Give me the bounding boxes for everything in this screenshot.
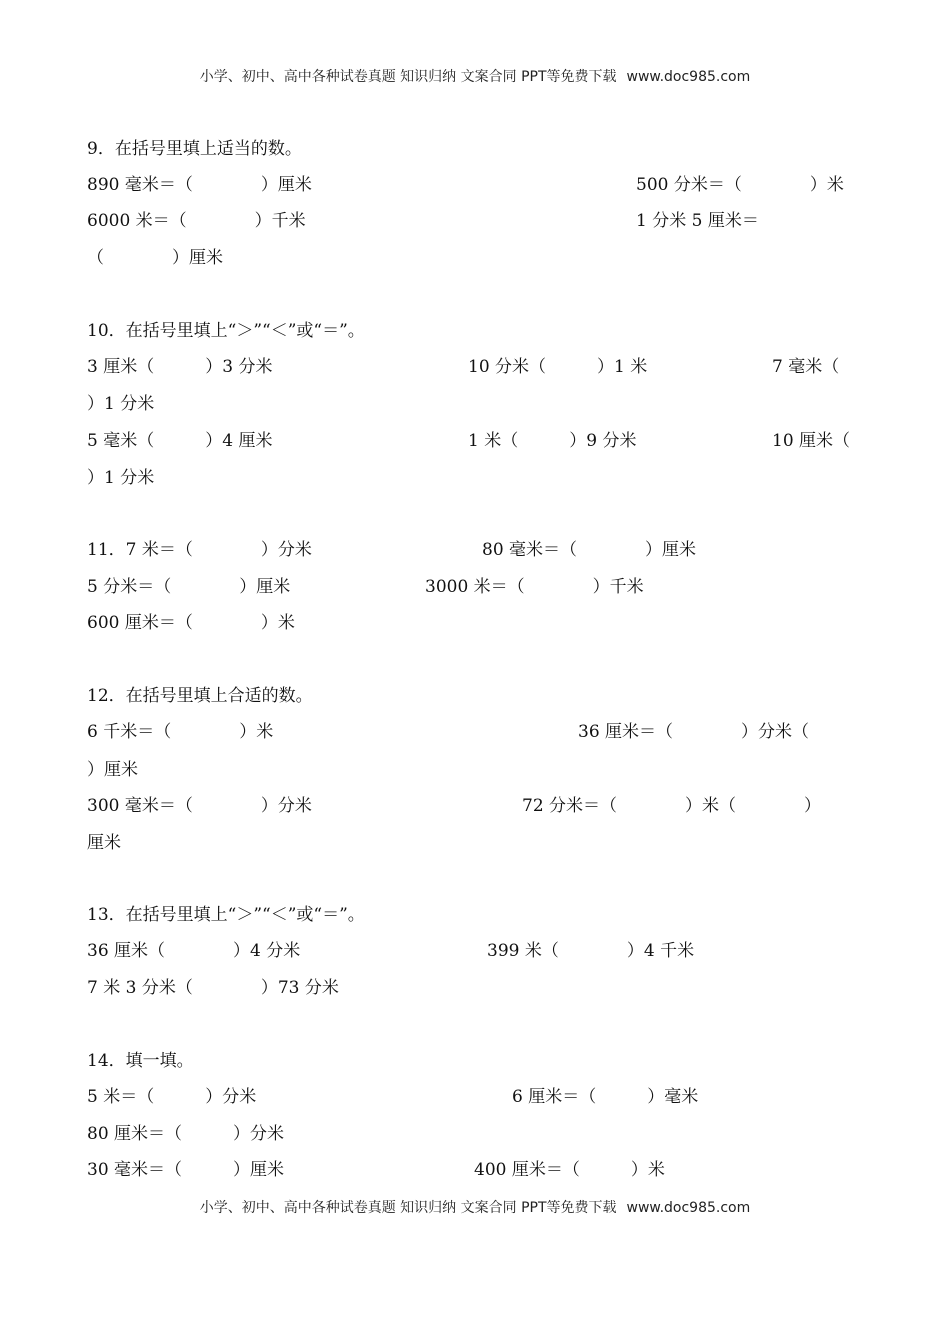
q14-item-1: 5 米＝（ ）分米	[87, 1087, 257, 1107]
q9-item-5: （ ）厘米	[87, 248, 223, 268]
q12-item-1: 6 千米＝（ ）米	[87, 722, 274, 742]
q11-item-1: 11．7 米＝（ ）分米	[87, 540, 312, 560]
q12-item-2a: 36 厘米＝（ ）分米（	[578, 722, 810, 742]
q12-item-2b: ）厘米	[87, 760, 138, 780]
page-header	[0, 66, 950, 86]
q10-item-4: 5 毫米（ ）4 厘米	[87, 431, 273, 451]
q11-item-5: 600 厘米＝（ ）米	[87, 613, 295, 633]
header-text: 小学、初中、高中各种试卷真题 知识归纳 文案合同 PPT等免费下载	[199, 69, 617, 85]
q10-item-3b: ）1 分米	[87, 394, 155, 414]
q10-item-6a: 10 厘米（	[772, 431, 851, 451]
q14-item-5: 400 厘米＝（ ）米	[474, 1160, 665, 1180]
q11-item-4: 3000 米＝（ ）千米	[425, 577, 644, 597]
footer-text: 小学、初中、高中各种试卷真题 知识归纳 文案合同 PPT等免费下载	[199, 1200, 617, 1216]
q9-item-1: 890 毫米＝（ ）厘米	[87, 175, 312, 195]
q13-item-2: 399 米（ ）4 千米	[487, 941, 695, 961]
q14-item-3: 80 厘米＝（ ）分米	[87, 1124, 285, 1144]
q9-title: 9．在括号里填上适当的数。	[87, 139, 302, 159]
q10-item-6b: ）1 分米	[87, 468, 155, 488]
footer-url: www.doc985.com	[626, 1200, 751, 1216]
q10-item-1: 3 厘米（ ）3 分米	[87, 357, 273, 377]
q12-item-4a: 72 分米＝（ ）米（ ）	[522, 796, 822, 816]
q14-title: 14．填一填。	[87, 1051, 194, 1071]
q9-item-2: 500 分米＝（ ）米	[636, 175, 844, 195]
q10-item-5: 1 米（ ）9 分米	[468, 431, 637, 451]
page-footer	[0, 1197, 950, 1217]
header-url: www.doc985.com	[626, 69, 751, 85]
q10-item-3a: 7 毫米（	[772, 357, 840, 377]
q14-item-4: 30 毫米＝（ ）厘米	[87, 1160, 285, 1180]
q13-item-3: 7 米 3 分米（ ）73 分米	[87, 978, 339, 998]
q12-title: 12．在括号里填上合适的数。	[87, 686, 313, 706]
q10-title: 10．在括号里填上“＞”“＜”或“＝”。	[87, 321, 365, 341]
q13-item-1: 36 厘米（ ）4 分米	[87, 941, 301, 961]
q13-title: 13．在括号里填上“＞”“＜”或“＝”。	[87, 905, 365, 925]
q9-item-3: 6000 米＝（ ）千米	[87, 211, 306, 231]
q11-item-2: 80 毫米＝（ ）厘米	[482, 540, 697, 560]
q9-item-4: 1 分米 5 厘米＝	[636, 211, 759, 231]
q10-item-2: 10 分米（ ）1 米	[468, 357, 648, 377]
q12-item-4b: 厘米	[87, 833, 121, 853]
q12-item-3: 300 毫米＝（ ）分米	[87, 796, 312, 816]
q14-item-2: 6 厘米＝（ ）毫米	[512, 1087, 699, 1107]
q11-item-3: 5 分米＝（ ）厘米	[87, 577, 291, 597]
